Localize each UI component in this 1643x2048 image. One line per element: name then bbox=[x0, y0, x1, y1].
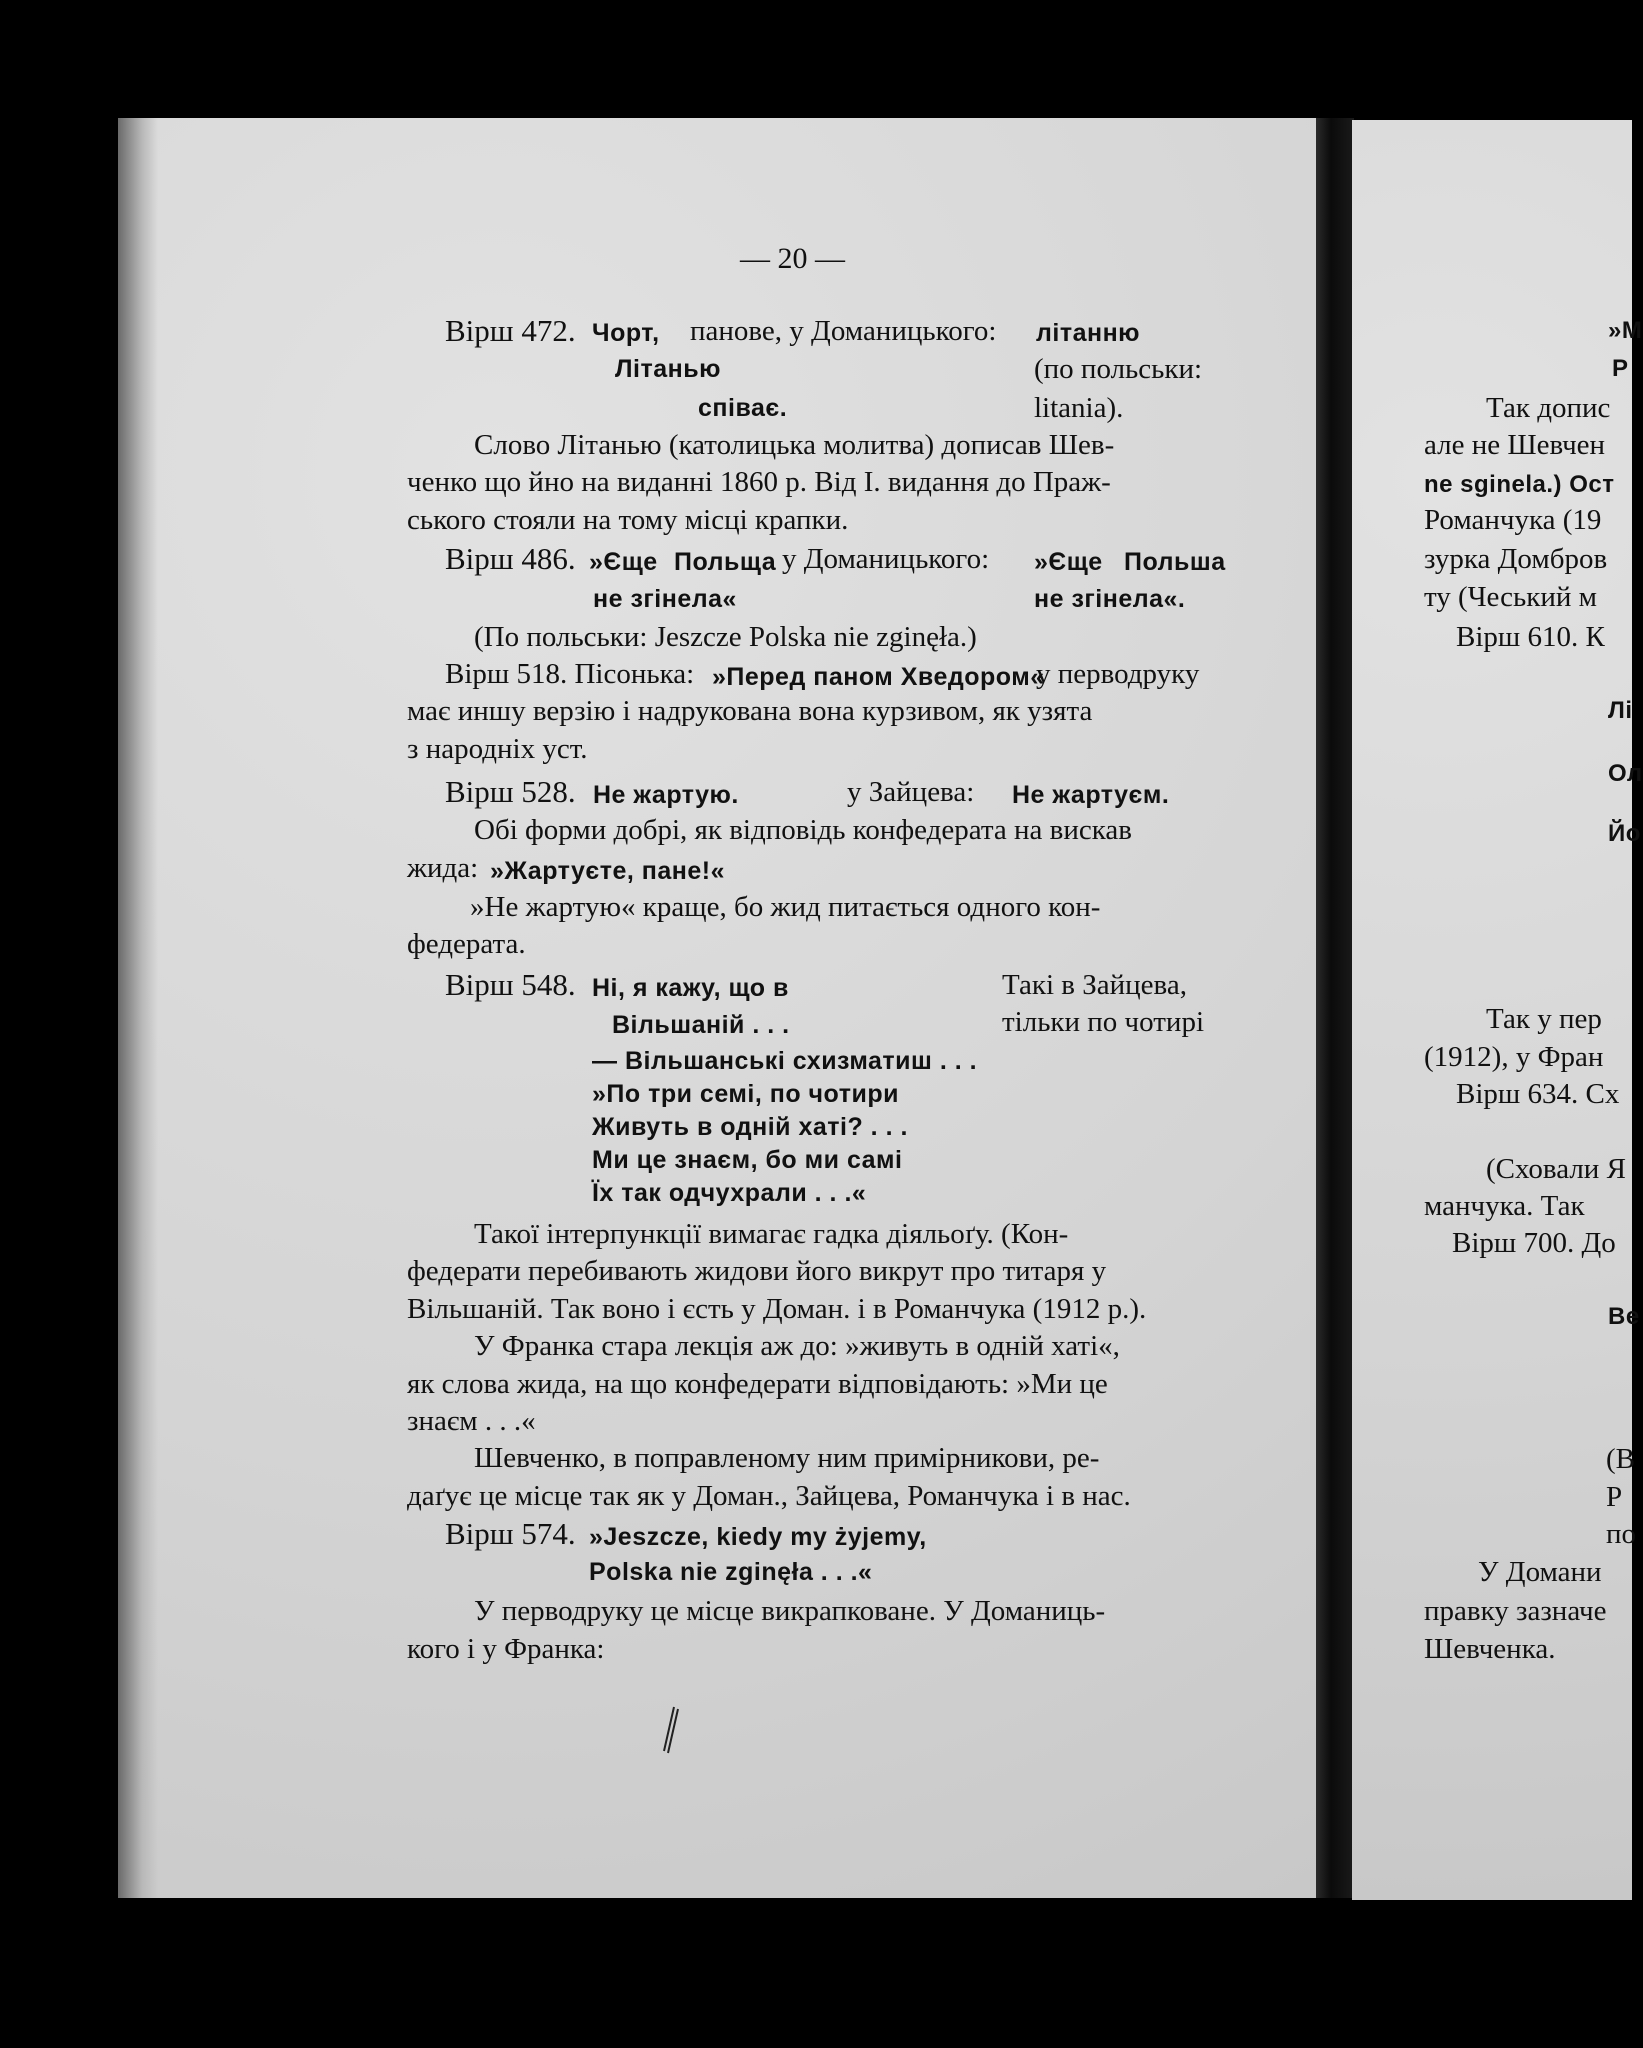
right-page-fragment-r7: зурка Домбров bbox=[1424, 543, 1608, 575]
text-line-l2b: (по польськи: bbox=[1034, 353, 1203, 385]
text-line-po4: Ми це знаєм, бо ми самі bbox=[592, 1146, 903, 1174]
page-number: — 20 — bbox=[740, 242, 845, 275]
text-line-v518c: у перводруку bbox=[1036, 658, 1200, 690]
text-line-po3: Живуть в одній хаті? . . . bbox=[592, 1113, 908, 1141]
binding-shadow bbox=[118, 118, 158, 1898]
right-page-fragment-r11: Ол bbox=[1608, 760, 1643, 787]
text-line-p5: має иншу верзію і надрукована вона курзивом, як узята bbox=[407, 695, 1093, 727]
text-line-p12: федерати перебивають жидови його викрут про титаря у bbox=[407, 1255, 1107, 1287]
right-page-fragment-r5: ne sginela.) Ост bbox=[1424, 471, 1615, 498]
right-page-fragment-r14: (1912), у Фран bbox=[1424, 1041, 1604, 1073]
text-line-l2a: Літанью bbox=[615, 355, 721, 383]
text-line-v486f: Польша bbox=[1124, 548, 1226, 576]
right-page-fragment-r15: Вірш 634. Сх bbox=[1456, 1078, 1620, 1110]
right-page-fragment-r12: Йо bbox=[1608, 820, 1641, 847]
right-page-fragment-r22: по bbox=[1606, 1518, 1637, 1550]
right-page-fragment-r25: Шевченка. bbox=[1424, 1633, 1556, 1665]
right-page-fragment-r9: Вірш 610. К bbox=[1456, 621, 1605, 653]
text-line-p11: Такої інтерпункції вимагає гадка діяльоґу. (Кон- bbox=[474, 1218, 1069, 1250]
text-line-p10: федерата. bbox=[407, 928, 526, 960]
text-line-p17: Шевченко, в поправленому ним примірникови, ре- bbox=[474, 1442, 1100, 1474]
text-line-p7: Обі форми добрі, як відповідь конфедерата на вискав bbox=[474, 814, 1132, 846]
text-line-p20: кого і у Франка: bbox=[407, 1633, 605, 1665]
right-page-fragment-r17: манчука. Так bbox=[1424, 1190, 1585, 1222]
text-line-v528c: у Зайцева: bbox=[847, 776, 975, 808]
text-line-p3: ського стояли на тому місці крапки. bbox=[407, 504, 849, 536]
text-line-v486e: »Єще bbox=[1034, 548, 1103, 576]
text-line-p18: даґує це місце так як у Доман., Зайцева, Романчука і в нас. bbox=[407, 1480, 1131, 1512]
text-line-p19: У перводруку це місце викрапковане. У Доманиць- bbox=[474, 1595, 1106, 1627]
text-line-p8a: жида: bbox=[407, 852, 479, 884]
text-line-v548c: Такі в Зайцева, bbox=[1002, 969, 1187, 1001]
right-page-fragment-r1: »М bbox=[1608, 317, 1643, 344]
right-page-fragment-r21: Р bbox=[1606, 1481, 1623, 1513]
text-line-l3b: litania). bbox=[1034, 392, 1124, 424]
text-line-po5: Їх так одчухрали . . .« bbox=[592, 1179, 867, 1207]
text-line-po2: »По три семі, по чотири bbox=[592, 1080, 899, 1108]
text-line-l1d: літанню bbox=[1036, 319, 1141, 347]
right-page-fragment-r2: Р bbox=[1612, 355, 1629, 382]
text-line-p13: Вільшаній. Так воно і єсть у Доман. і в Романчука (1912 р.). bbox=[407, 1293, 1147, 1325]
text-line-v486h: не згінела«. bbox=[1034, 585, 1186, 613]
text-line-p8b: »Жартуєте, пане!« bbox=[490, 857, 726, 885]
text-line-l1a: Вірш 472. bbox=[445, 313, 576, 348]
text-line-v548d: Вільшаній . . . bbox=[612, 1011, 790, 1039]
right-page-fragment-r19: Ве bbox=[1608, 1303, 1640, 1330]
text-line-po1: — Вільшанські схизматиш . . . bbox=[592, 1047, 978, 1075]
text-line-v486b: »Єще bbox=[589, 548, 658, 576]
right-page-fragment-r10: Лі bbox=[1608, 697, 1633, 724]
text-line-v486a: Вірш 486. bbox=[445, 541, 576, 576]
right-page-fragment-r24: правку зазначе bbox=[1424, 1595, 1607, 1627]
text-line-l1c: панове, у Доманицького: bbox=[690, 315, 997, 347]
text-line-p1: Слово Літанью (католицька молитва) дописав Шев- bbox=[474, 429, 1115, 461]
right-page-fragment-r3: Так допис bbox=[1486, 392, 1611, 424]
right-page-fragment-r8: ту (Чеський м bbox=[1424, 581, 1597, 613]
text-line-v518b: »Перед паном Хведором« bbox=[712, 663, 1045, 691]
text-line-v548a: Вірш 548. bbox=[445, 967, 576, 1002]
text-line-p9: »Не жартую« краще, бо жид питається одного кон- bbox=[470, 891, 1101, 923]
text-line-v486g: не згінела« bbox=[593, 585, 737, 613]
text-line-v548e: тільки по чотирі bbox=[1002, 1006, 1205, 1038]
right-page-fragment-r18: Вірш 700. До bbox=[1452, 1227, 1616, 1259]
pen-mark bbox=[660, 1705, 680, 1755]
text-line-v528a: Вірш 528. bbox=[445, 774, 576, 809]
right-page-fragment-r6: Романчука (19 bbox=[1424, 504, 1602, 536]
text-line-v574a: Вірш 574. bbox=[445, 1516, 576, 1551]
right-page-fragment-r13: Так у пер bbox=[1486, 1003, 1602, 1035]
text-line-v518a: Вірш 518. Пісонька: bbox=[445, 658, 695, 690]
text-line-p16: знаєм . . .« bbox=[407, 1405, 536, 1437]
text-line-l1b: Чорт, bbox=[592, 319, 660, 347]
text-line-p15: як слова жида, на що конфедерати відповідають: »Ми це bbox=[407, 1368, 1108, 1400]
text-line-p2: ченко що йно на виданні 1860 р. Від I. видання до Праж- bbox=[407, 466, 1111, 498]
text-line-v486d: у Доманицького: bbox=[782, 543, 990, 575]
text-line-v486c: Польща bbox=[674, 548, 777, 576]
page-gutter bbox=[1316, 118, 1354, 1898]
text-line-p6: з народніх уст. bbox=[407, 733, 588, 765]
text-line-p4: (По польськи: Jeszcze Polska nie zginęła.) bbox=[474, 621, 977, 653]
text-line-v574b: »Jeszcze, kiedy my żyjemy, bbox=[589, 1523, 927, 1551]
text-line-l3a: співає. bbox=[698, 394, 788, 422]
text-line-v574c: Polska nie zginęła . . .« bbox=[589, 1558, 873, 1586]
text-line-v548b: Ні, я кажу, що в bbox=[592, 974, 789, 1002]
text-line-p14: У Франка стара лекція аж до: »живуть в одній хаті«, bbox=[474, 1330, 1120, 1362]
right-page-fragment-r20: (В bbox=[1606, 1443, 1635, 1475]
right-page-fragment-r4: але не Шевчен bbox=[1424, 429, 1606, 461]
text-line-v528b: Не жартую. bbox=[593, 781, 739, 809]
right-page-fragment-r23: У Домани bbox=[1478, 1556, 1602, 1588]
text-line-v528d: Не жартуєм. bbox=[1012, 781, 1170, 809]
right-page-fragment-r16: (Сховали Я bbox=[1486, 1153, 1626, 1185]
